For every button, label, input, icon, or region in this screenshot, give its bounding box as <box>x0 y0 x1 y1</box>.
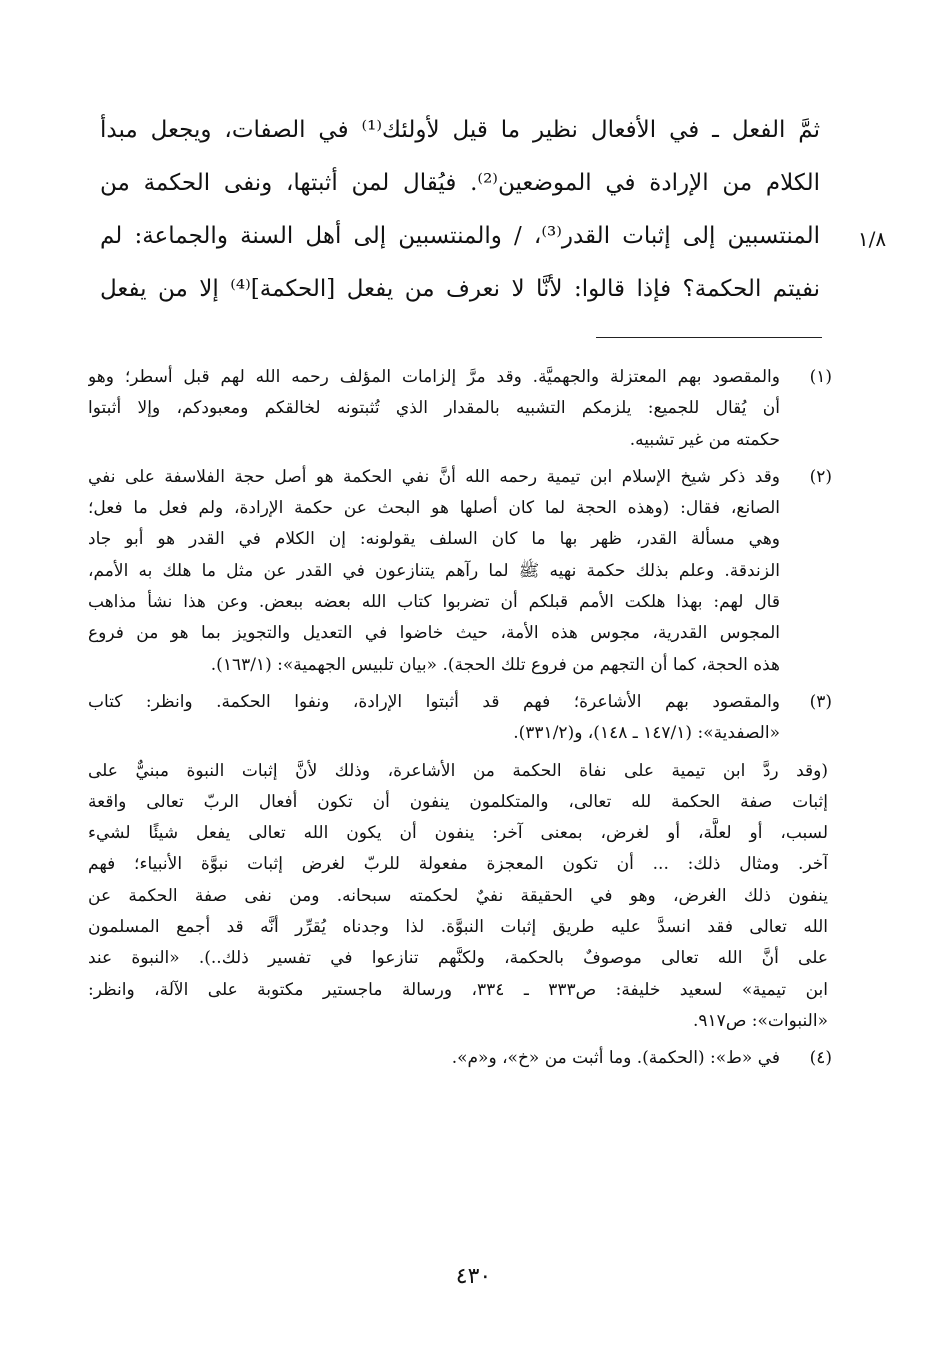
footnote-line: أن يُقال للجميع: يلزمكم التشبيه بالمقدار الذي تُثبتونه لخالقكم ومعبودكم، وإلا أثبتوا <box>88 398 780 419</box>
footnote-line: قال لهم: بهذا هلكت الأمم قبلكم أن تضربوا كتاب الله بعضه ببعض. وعن هذا نشأ مذاهب <box>88 592 780 613</box>
footnote-line: إثبات صفة الحكمة لله تعالى، والمتكلمون ينفون أن تكون أفعال الربّ تعالى واقعة <box>88 791 828 812</box>
footnote-line: (وقد ردَّ ابن تيمية على نفاة الحكمة من الأشاعرة، وذلك لأنَّ إثبات النبوة مبنيٌّ على <box>88 760 828 781</box>
margin-page-reference: ١/٨ <box>857 227 887 251</box>
footnote-number: (٣) <box>809 691 832 712</box>
footnote-line: لسبب، أو لعلَّة، أو لغرض، بمعنى آخر: ينفون أن يكون الله تعالى يفعل شيئًا لشيء <box>88 823 828 844</box>
footnote-3-continuation <box>88 756 828 1038</box>
footnote-4 <box>88 1043 832 1074</box>
footnote-line: «النبوات»: ص٩١٧. <box>693 1010 828 1031</box>
footnote-line: آخر. ومثال ذلك: ... أن تكون المعجزة مفعولة للربّ لغرض إثبات نبوَّة الأنبياء؛ فهم <box>88 854 828 875</box>
footnote-line: ينفون ذلك الغرض، وهو في الحقيقة نفيٌ لحكمته سبحانه. ومن نفى صفة الحكمة عن <box>88 885 828 906</box>
footnote-3 <box>88 687 832 750</box>
footnote-line: وهي مسألة القدر، ظهر بها ما كان السلف يقولونه: إن الكلام في القدر هو أبو جاد <box>88 529 780 550</box>
footnote-line: هذه الحجة، كما أن التجهم من فروع تلك الحجة). «بيان تلبيس الجهمية»: (١٦٣/١). <box>210 654 780 675</box>
footnote-line: المجوس القدرية، مجوس هذه الأمة، حيث خاضوا في التعديل والتجويز بما هو من فروع <box>88 623 780 644</box>
main-text-line: ثمَّ الفعل ـ في الأفعال نظير ما قيل لأولئك⁽¹⁾ في الصفات، ويجعل مبدأ <box>100 117 820 143</box>
main-text-line: نفيتم الحكمة؟ فإذا قالوا: لأنَّا لا نعرف من يفعل [الحكمة]⁽⁴⁾ إلا من يفعل <box>100 276 820 302</box>
footnote-line: في «ط»: (الحكمة). وما أثبت من «خ»، و«م». <box>451 1048 780 1069</box>
footnote-separator <box>596 337 822 338</box>
footnote-1 <box>88 362 832 456</box>
page-number: ٤٣٠ <box>455 1264 492 1289</box>
footnote-line: على أنَّ الله تعالى موصوفٌ بالحكمة، ولكنَّهم تنازعوا في تفسير ذلك..). «النبوة عند <box>88 948 828 969</box>
footnote-line: الله تعالى فقد انسدَّ عليه طريق إثبات النبوَّة. لذا وجدناه يُقرِّر أنَّه قد أجمع المسلمون <box>88 917 828 938</box>
main-text-line: الكلام من الإرادة في الموضعين⁽²⁾. فيُقال لمن أثبتها، ونفى الحكمة من <box>100 170 820 196</box>
footnote-line: «الصفدية»: (١٤٧/١ ـ ١٤٨)، و(٣٣١/٢). <box>513 723 780 744</box>
footnote-number: (٢) <box>809 466 832 487</box>
footnote-line: والمقصود بهم المعتزلة والجهميَّة. وقد مرَّ إلزامات المؤلف رحمه الله لهم قبل أسطر؛ وهو <box>88 367 780 387</box>
footnote-2 <box>88 462 832 681</box>
footnote-line: الصانع، فقال: (وهذه الحجة لما كان أصلها هو البحث عن حكمة الإرادة، ولم فعل ما فعل؛ <box>88 498 780 519</box>
footnote-line: وقد ذكر شيخ الإسلام ابن تيمية رحمه الله أنَّ نفي الحكمة هو أصل حجة الفلاسفة على نفي <box>88 466 780 487</box>
footnote-line: ابن تيمية» لسعيد خليفة: ص٣٣٣ ـ ٣٣٤، ورسالة ماجستير مكتوبة على الآلة، وانظر: <box>88 979 828 1000</box>
footnote-line: والمقصود بهم الأشاعرة؛ فهم قد أثبتوا الإرادة، ونفوا الحكمة. وانظر: كتاب <box>88 691 780 712</box>
main-text-block <box>100 104 820 316</box>
footnotes-block <box>88 362 832 1075</box>
footnote-number: (١) <box>809 367 832 387</box>
footnote-line: حكمته من غير تشبيه. <box>629 429 780 450</box>
main-text-line: المنتسبين إلى إثبات القدر⁽³⁾، / والمنتسبين إلى أهل السنة والجماعة: لم <box>100 223 820 249</box>
footnote-number: (٤) <box>809 1048 832 1069</box>
footnote-line: الزندقة. وعلم بذلك حكمة نهيه ﷺ لما رآهم يتنازعون في القدر عن مثل ما هلك به الأمم، <box>88 560 780 581</box>
